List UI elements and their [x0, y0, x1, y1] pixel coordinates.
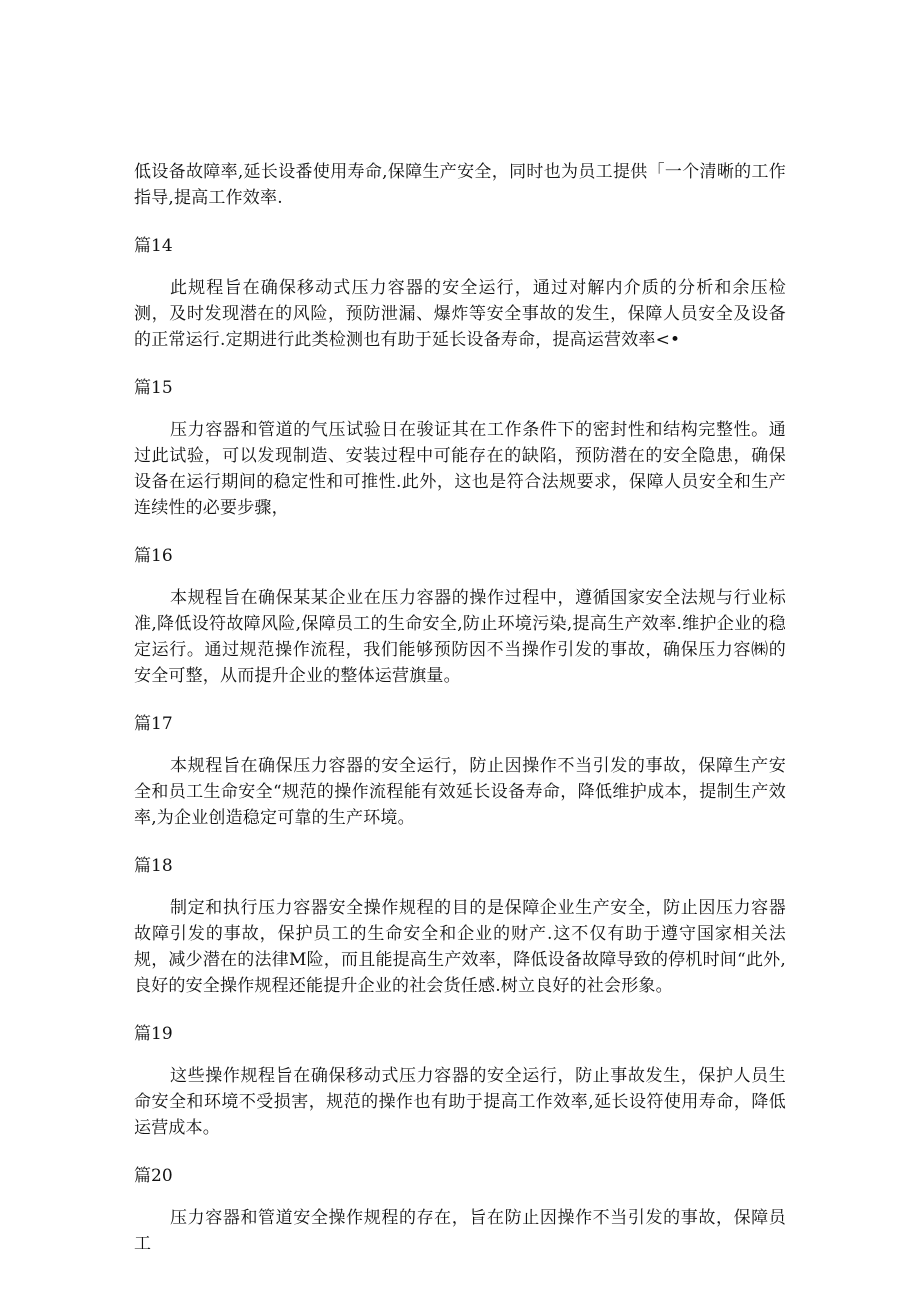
section-14 [134, 211, 786, 353]
section-heading: 篇20 [134, 1166, 173, 1186]
paragraph: 这些操作规程旨在确保移动式压力容器的安全运行，防止事故发生，保护人员生命安全和环境不受损害，规范的操作也有助于提高工作效率,延长设符使用寿命，降低运营成本。 [134, 1066, 786, 1138]
section-heading: 篇19 [134, 1024, 173, 1044]
paragraph: 本规程旨在确保某某企业在压力容器的操作过程中，遵循国家安全法规与行业标准,降低设符故障风险,保障员工的生命安全,防止环境污染,提高生产效率.维护企业的稳定运行。通过规范操作流程，我们能够预防因不当操作引发的事故，确保压力容㈱的安全可整，从而提升企业的整体运营旗量。 [134, 588, 786, 686]
paragraph: 本规程旨在确保压力容器的安全运行，防止因操作不当引发的事故，保障生产安全和员工生命安全“规范的操作流程能有效延长设备寿命，降低维护成本，提制生产效率,为企业创造稳定可靠的生产环境。 [134, 756, 786, 828]
paragraph: 压力容器和管道安全操作规程的存在，旨在防止因操作不当引发的事故，保障员工 [134, 1208, 786, 1254]
document-body [134, 159, 786, 1257]
section-heading: 篇17 [134, 714, 173, 734]
section-heading: 篇14 [134, 236, 173, 256]
section-16 [134, 521, 786, 689]
section-heading: 篇18 [134, 856, 173, 876]
section-continuation [134, 159, 786, 211]
section-15 [134, 353, 786, 521]
paragraph: 低设备故障率,延长设番使用寿命,保障生产安全，同时也为员工提供「一个清晰的工作指导,提高工作效率. [134, 162, 786, 208]
paragraph: 压力容器和管道的气压试验日在骏证其在工作条件下的密封性和结构完整性。通过此试验，可以发现制造、安装过程中可能存在的缺陷，预防潜在的安全隐患，确保设备在运行期间的稳定性和可推性.此外，这也是符合法规要求，保障人员安全和生产连续性的必要步骤， [134, 420, 786, 518]
paragraph: 此规程旨在确保移动式压力容器的安全运行，通过对解内介质的分析和余压检测，及时发现潜在的风险，预防泄漏、爆炸等安全事故的发生，保障人员安全及设备的正常运行.定期进行此类检测也有助于延长设备寿命，提高运营效率<• [134, 278, 786, 350]
section-20 [134, 1141, 786, 1257]
section-heading: 篇15 [134, 378, 173, 398]
paragraph: 制定和执行压力容器安全操作规程的目的是保障企业生产安全，防止因压力容器故障引发的事故，保护员工的生命安全和企业的财产.这不仅有助于遵守国家相关法规，减少潜在的法律M险，而且能提高生产效率，降低设备故障导致的停机时间“此外,良好的安全操作规程还能提升企业的社会货任感.树立良好的社会形象。 [134, 898, 786, 996]
section-17 [134, 689, 786, 831]
section-19 [134, 999, 786, 1141]
section-18 [134, 831, 786, 999]
section-heading: 篇16 [134, 546, 173, 566]
